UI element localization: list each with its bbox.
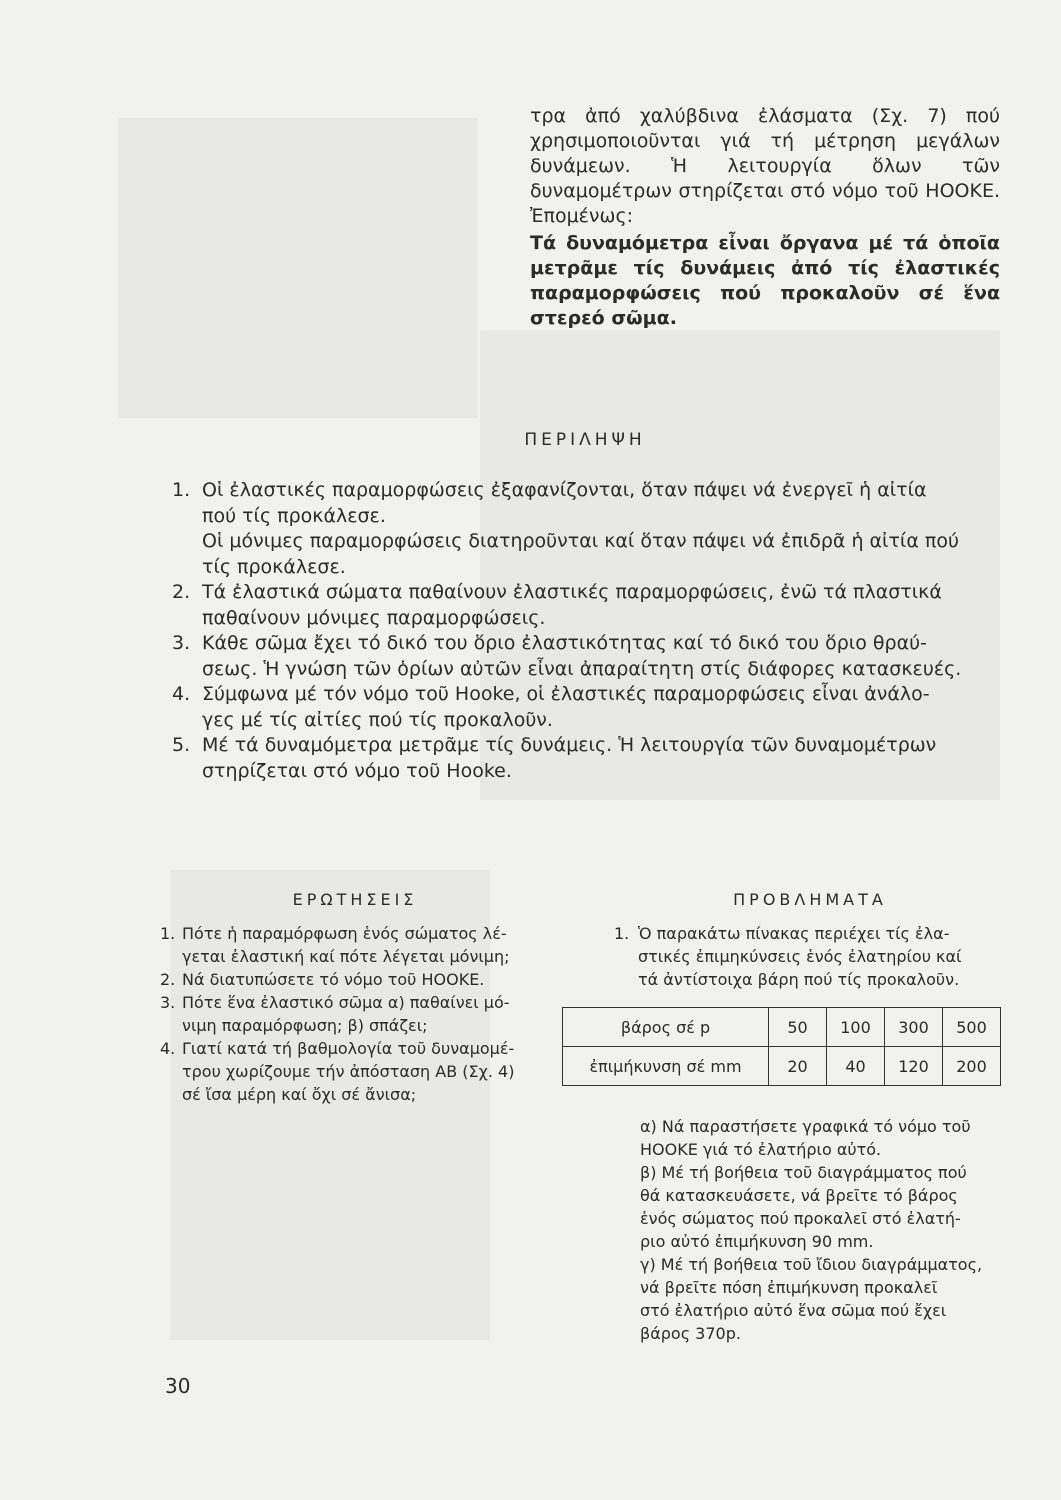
summary-line: Οἱ ἐλαστικές παραμορφώσεις ἐξαφανίζονται, ὅταν πάψει νά ἐνεργεῖ ἡ αἰτία — [202, 479, 927, 501]
table-row-weight — [563, 1008, 1001, 1047]
summary-line: παθαίνουν μόνιμες παραμορφώσεις. — [202, 606, 546, 629]
table-cell: 40 — [827, 1047, 885, 1086]
subquestion-line: γ) Μέ τή βοήθεια τοῦ ἴδιου διαγράμματος, — [640, 1255, 983, 1274]
subquestion-line: νά βρεῖτε πόση ἐπιμήκυνση προκαλεῖ — [640, 1278, 938, 1297]
summary-item — [172, 478, 992, 580]
table-cell: 300 — [885, 1008, 943, 1047]
subquestion-line: HOOKE γιά τό ἐλατήριο αὐτό. — [640, 1140, 882, 1159]
summary-line: Μέ τά δυναμόμετρα μετρᾶμε τίς δυνάμεις. Ἡ λειτουργία τῶν δυναμομέτρων — [202, 734, 937, 756]
row-label-extension: ἐπιμήκυνση σέ mm — [563, 1047, 769, 1086]
question-line: τρου χωρίζουμε τήν ἀπόσταση ΑΒ (Σχ. 4) — [182, 1062, 515, 1081]
summary-line: Σύμφωνα μέ τόν νόμο τοῦ Hooke, οἱ ἐλαστικές παραμορφώσεις εἶναι ἀνάλο- — [202, 683, 930, 705]
weight-extension-table — [562, 1007, 1001, 1086]
question-number: 2. — [160, 970, 176, 989]
summary-item-number: 1. — [172, 479, 191, 501]
summary-item-number: 2. — [172, 581, 191, 603]
question-item — [160, 922, 555, 968]
questions-list — [160, 922, 555, 1106]
question-line: Γιατί κατά τή βαθμολογία τοῦ δυναμομέ- — [182, 1039, 515, 1058]
problems-section — [614, 922, 1014, 991]
summary-line: Κάθε σῶμα ἔχει τό δικό του ὅριο ἐλαστικότητας καί τό δικό του ὅριο θραύ- — [202, 632, 927, 654]
summary-item — [172, 733, 992, 784]
dynamometer-definition: Τά δυναμόμετρα εἶναι ὄργανα μέ τά ὁποῖα μετρᾶμε τίς δυνάμεις ἀπό τίς ἐλαστικές παραμορφώσεις πού προκαλοῦν σέ ἕνα στερεό σῶμα. — [530, 232, 1000, 329]
subquestion-line: α) Νά παραστήσετε γραφικά τό νόμο τοῦ — [640, 1117, 971, 1136]
summary-line: στηρίζεται στό νόμο τοῦ Hooke. — [202, 759, 512, 782]
subquestion-b — [640, 1161, 1008, 1253]
intro-section — [530, 104, 1000, 331]
problem-line: Ὁ παρακάτω πίνακας περιέχει τίς ἐλα- — [638, 924, 950, 943]
subquestions — [640, 1115, 1008, 1345]
summary-line: πού τίς προκάλεσε. — [202, 504, 386, 527]
summary-heading: ΠΕΡΙΛΗΨΗ — [524, 430, 646, 450]
subquestion-line: ἑνός σώματος πού προκαλεῖ στό ἐλατή- — [640, 1209, 961, 1228]
question-number: 1. — [160, 924, 176, 943]
summary-line: σεως. Ἡ γνώση τῶν ὁρίων αὐτῶν εἶναι ἀπαραίτητη στίς διάφορες κατασκευές. — [202, 657, 962, 680]
intro-paragraph: τρα ἀπό χαλύβδινα ἐλάσματα (Σχ. 7) πού χρησιμοποιοῦνται γιά τή μέτρηση μεγάλων δυνάμεων. Ἡ λειτουργία ὅλων τῶν δυναμομέτρων στηρίζεται στό νόμο τοῦ HOOKE. Ἐπομένως: — [530, 105, 1000, 227]
question-line: νιμη παραμόρφωση; β) σπάζει; — [182, 1016, 428, 1035]
summary-item — [172, 682, 992, 733]
questions-heading: ΕΡΩΤΗΣΕΙΣ — [292, 890, 418, 909]
question-line: γεται ἐλαστική καί πότε λέγεται μόνιμη; — [182, 947, 510, 966]
summary-line: τίς προκάλεσε. — [202, 555, 346, 578]
subquestion-line: ριο αὐτό ἐπιμήκυνση 90 mm. — [640, 1232, 874, 1251]
summary-line: γες μέ τίς αἰτίες πού τίς προκαλοῦν. — [202, 708, 553, 731]
subquestion-line: στό ἐλατήριο αὐτό ἕνα σῶμα πού ἔχει — [640, 1301, 947, 1320]
table-cell: 100 — [827, 1008, 885, 1047]
summary-item-number: 4. — [172, 683, 191, 705]
row-label-weight: βάρος σέ p — [563, 1008, 769, 1047]
question-line: σέ ἴσα μέρη καί ὄχι σέ ἄνισα; — [182, 1085, 417, 1104]
table-cell: 20 — [769, 1047, 827, 1086]
subquestion-line: β) Μέ τή βοήθεια τοῦ διαγράμματος πού — [640, 1163, 967, 1182]
subquestion-line: θά κατασκευάσετε, νά βρεῖτε τό βάρος — [640, 1186, 958, 1205]
page-number: 30 — [165, 1374, 191, 1398]
subquestion-line: βάρος 370p. — [640, 1324, 741, 1343]
summary-item-number: 3. — [172, 632, 191, 654]
table-cell: 50 — [769, 1008, 827, 1047]
problem-number: 1. — [614, 924, 630, 943]
question-item — [160, 1037, 555, 1106]
summary-line: Οἱ μόνιμες παραμορφώσεις διατηροῦνται καί ὅταν πάψει νά ἐπιδρᾶ ἡ αἰτία πού — [202, 530, 959, 552]
summary-list — [172, 478, 992, 784]
problem-line: τά ἀντίστοιχα βάρη πού τίς προκαλοῦν. — [638, 970, 960, 989]
question-number: 4. — [160, 1039, 176, 1058]
question-number: 3. — [160, 993, 176, 1012]
summary-line: Τά ἐλαστικά σώματα παθαίνουν ἐλαστικές παραμορφώσεις, ἐνῶ τά πλαστικά — [202, 581, 942, 603]
problems-heading: ΠΡΟΒΛΗΜΑΤΑ — [733, 890, 887, 909]
subquestion-c — [640, 1253, 1008, 1345]
table-row-extension — [563, 1047, 1001, 1086]
summary-item — [172, 631, 992, 682]
question-item — [160, 968, 555, 991]
question-line: Νά διατυπώσετε τό νόμο τοῦ HOOKE. — [182, 970, 485, 989]
table-cell: 500 — [943, 1008, 1001, 1047]
summary-item-number: 5. — [172, 734, 191, 756]
problem-item — [614, 922, 1014, 991]
table-cell: 200 — [943, 1047, 1001, 1086]
subquestion-a — [640, 1115, 1008, 1161]
table-cell: 120 — [885, 1047, 943, 1086]
bleed-through-figure — [118, 118, 478, 418]
question-line: Πότε ἡ παραμόρφωση ἑνός σώματος λέ- — [182, 924, 507, 943]
summary-item — [172, 580, 992, 631]
question-item — [160, 991, 555, 1037]
question-line: Πότε ἕνα ἐλαστικό σῶμα α) παθαίνει μό- — [182, 993, 510, 1012]
problem-line: στικές ἐπιμηκύνσεις ἑνός ἐλατηρίου καί — [638, 947, 962, 966]
